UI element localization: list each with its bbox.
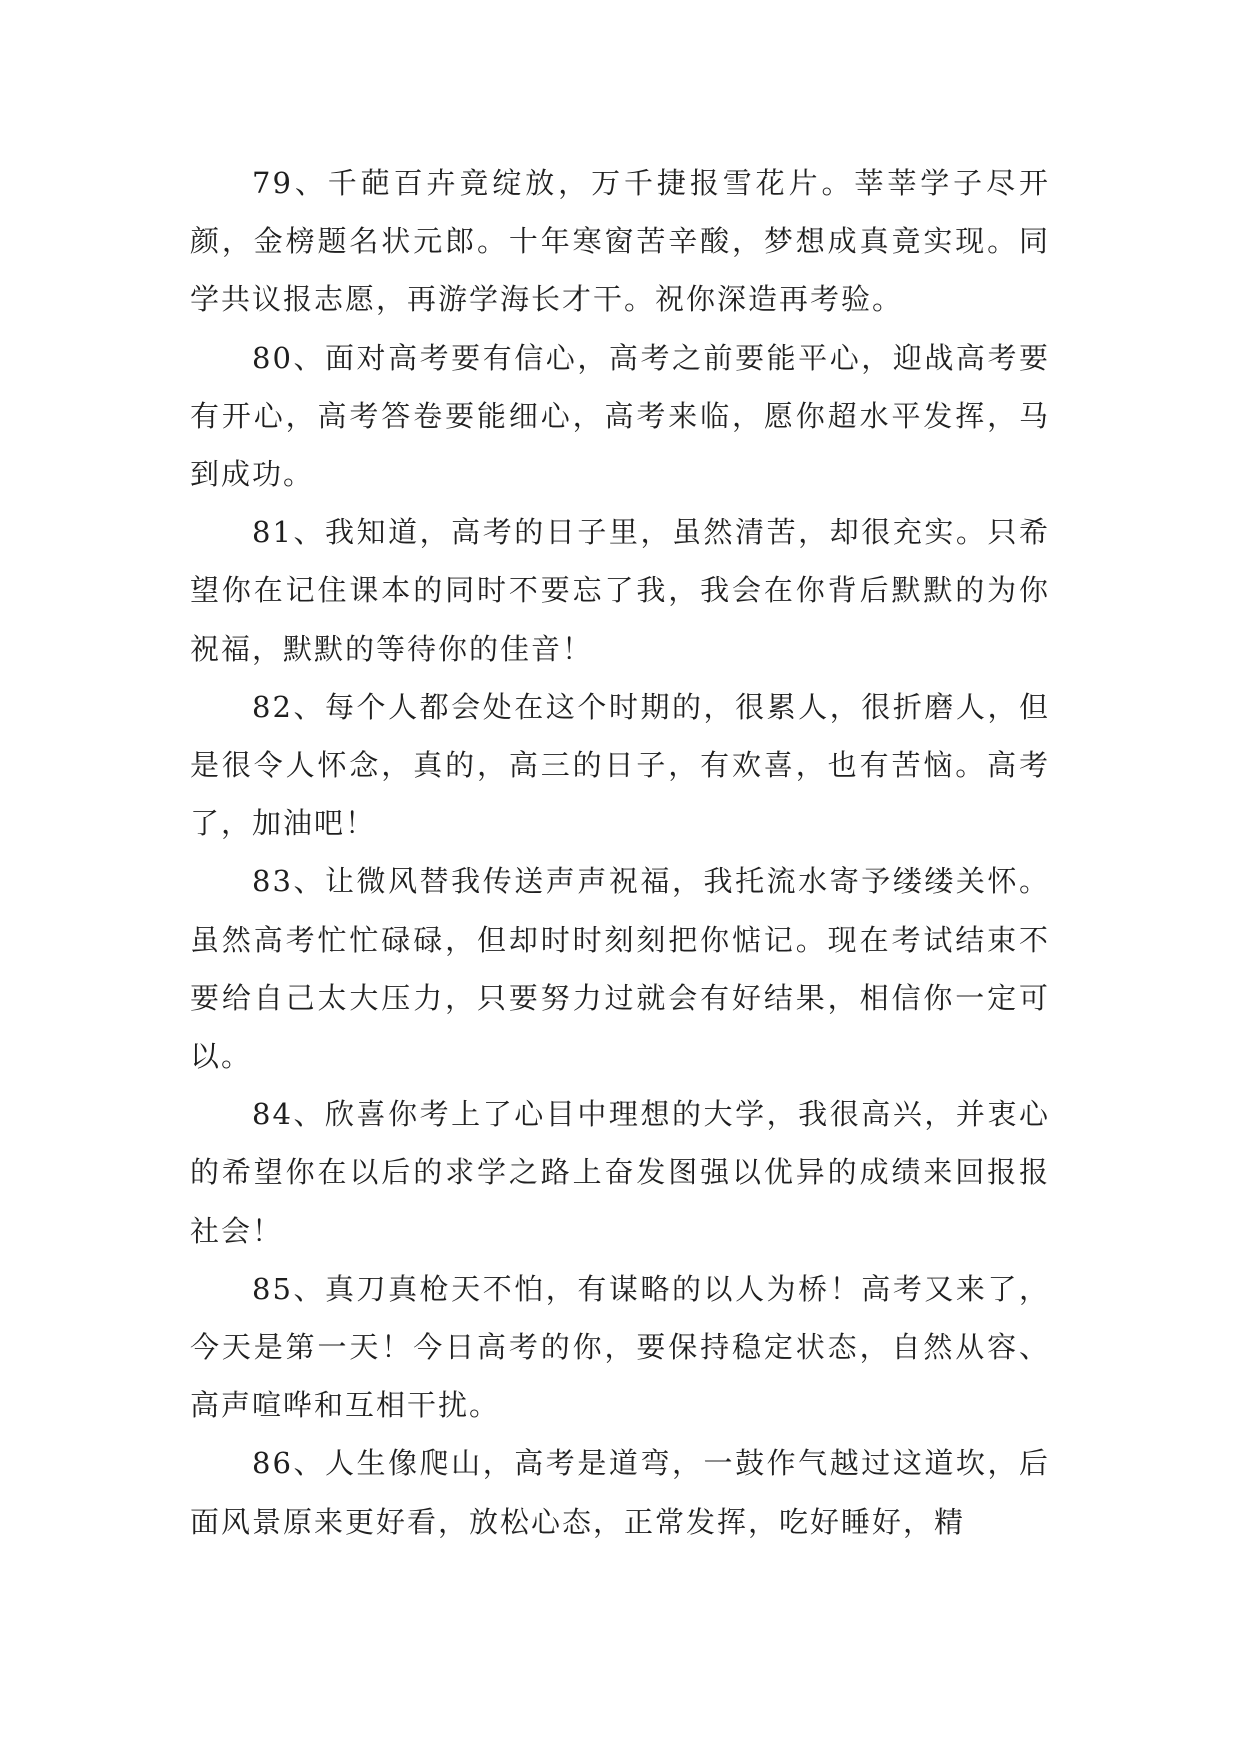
paragraph-85: 85、真刀真枪天不怕，有谋略的以人为桥！高考又来了，今天是第一天！今日高考的你，要保持稳定状态，自然从容、高声喧哗和互相干扰。 [190,1271,1050,1423]
paragraph-83: 83、让微风替我传送声声祝福，我托流水寄予缕缕关怀。虽然高考忙忙碌碌，但却时时刻刻把你惦记。现在考试结束不要给自己太大压力，只要努力过就会有好结果，相信你一定可以。 [190,864,1050,1074]
document-body [190,154,1050,1551]
paragraph-80: 80、面对高考要有信心，高考之前要能平心，迎战高考要有开心，高考答卷要能细心，高考来临，愿你超水平发挥，马到成功。 [190,340,1050,492]
paragraph-82: 82、每个人都会处在这个时期的，很累人，很折磨人，但是很令人怀念，真的，高三的日子，有欢喜，也有苦恼。高考了，加油吧！ [190,689,1050,841]
paragraph-79: 79、千葩百卉竟绽放，万千捷报雪花片。莘莘学子尽开颜，金榜题名状元郎。十年寒窗苦辛酸，梦想成真竟实现。同学共议报志愿，再游学海长才干。祝你深造再考验。 [190,166,1050,317]
paragraph-84: 84、欣喜你考上了心目中理想的大学，我很高兴，并衷心的希望你在以后的求学之路上奋发图强以优异的成绩来回报报社会！ [190,1097,1050,1248]
paragraph-86: 86、人生像爬山，高考是道弯，一鼓作气越过这道坎，后面风景原来更好看，放松心态，正常发挥，吃好睡好，精 [190,1446,1050,1539]
paragraph-81: 81、我知道，高考的日子里，虽然清苦，却很充实。只希望你在记住课本的同时不要忘了我，我会在你背后默默的为你祝福，默默的等待你的佳音！ [190,515,1050,666]
